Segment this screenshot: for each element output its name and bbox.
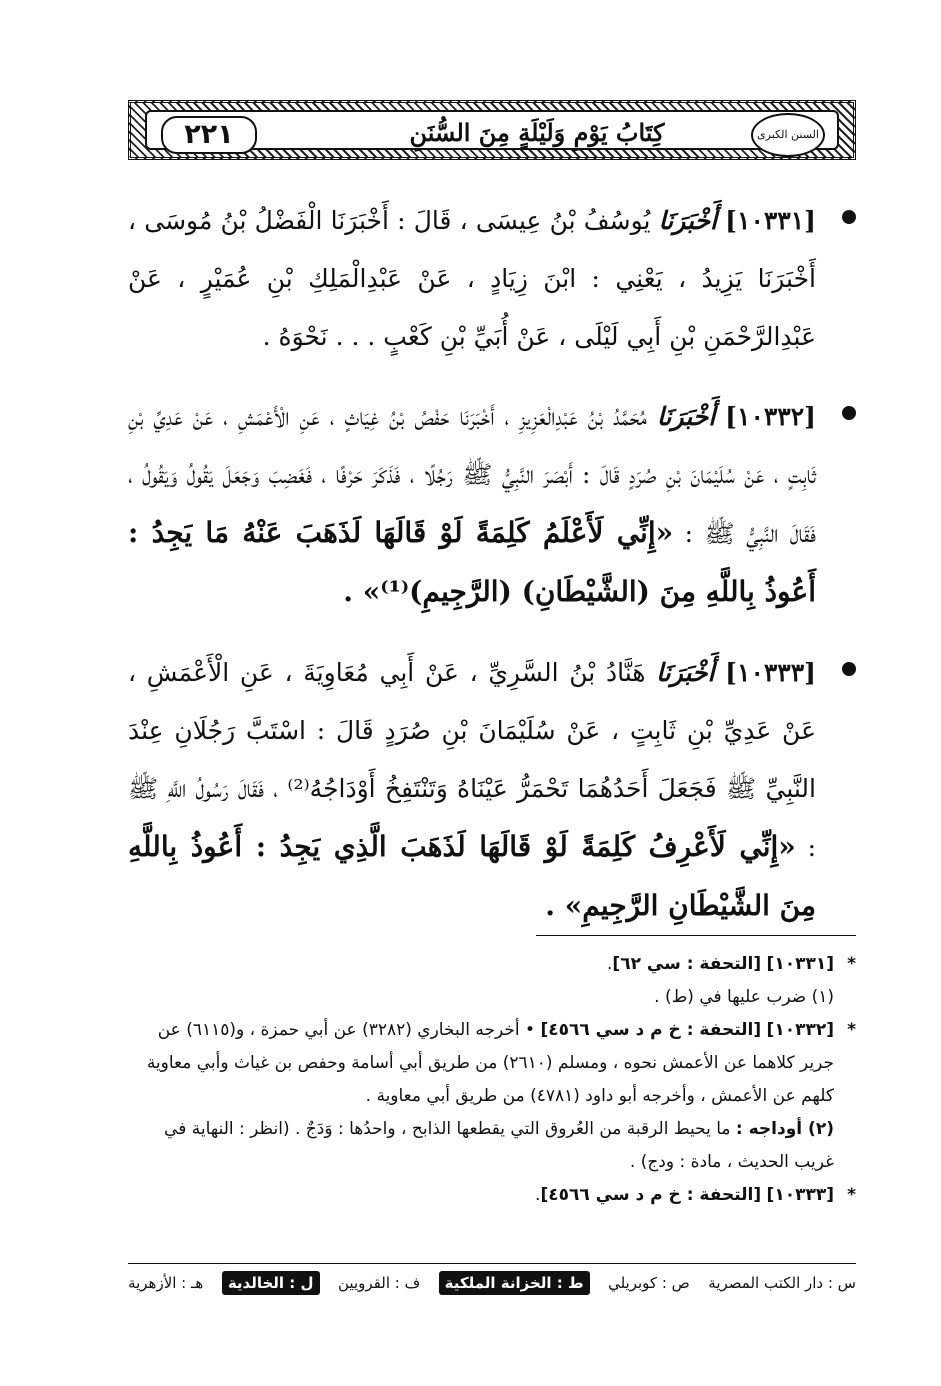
hadith-entry: [128, 644, 856, 936]
hadith-number: [١٠٣٣٣]: [725, 658, 816, 687]
legend-item-boxed: ط : الخزانة الملكية: [439, 1271, 590, 1295]
footnote-text: ما يحيط الرقبة من العُروق التي يقطعها الذابح ، واحدُها : وَدَجٌ . (انظر : النهاية في غريب الحديث ، مادة : ودج) .: [164, 1119, 834, 1172]
hadith-quote: «إِنِّي لَأَعْرِفُ كَلِمَةً لَوْ قَالَهَا لَذَهَبَ الَّذِي يَجِدُ : أَعُوذُ بِاللَّهِ مِنَ الشَّيْطَانِ الرَّجِيمِ» .: [128, 830, 816, 922]
footnote-number: [١٠٣٣١]: [766, 954, 834, 974]
legend-item-boxed: ل : الخالدية: [222, 1271, 320, 1295]
footnotes: [128, 948, 856, 1212]
hadith-akhbarana: أَخْبَرَنَا: [656, 402, 716, 431]
bullet-icon: [842, 662, 856, 676]
footnote-text: .: [535, 1185, 541, 1205]
footnote-text: • أخرجه البخاري (٣٢٨٢) عن أبي حمزة ، و(٦١١٥) عن جرير كلاهما عن الأعمش نحوه ، ومسلم (٢٦١٠) من طريق أبي أسامة وحفص بن غياث وأبي معاوية كلهم عن الأعمش ، وأخرجه أبو داود (٤٧٨١) من طريق أبي معاوية .: [146, 1020, 834, 1106]
footnote: [128, 1014, 856, 1113]
footnote: [128, 1179, 856, 1212]
footnote-number: [١٠٣٣٣]: [766, 1185, 834, 1205]
hadith-entry: [128, 388, 856, 622]
asterisk-icon: *: [847, 954, 856, 974]
footnote-tuhfa: [التحفة : خ م د سي ٤٥٦٦]: [540, 1020, 762, 1040]
book-seal-icon: السنن الكبرى: [751, 113, 825, 157]
footnote-number: [١٠٣٣٢]: [766, 1020, 834, 1040]
footnote-tuhfa: [التحفة : خ م د سي ٤٥٦٦]: [540, 1185, 762, 1205]
bullet-icon: [842, 210, 856, 224]
hadith-entry: [128, 192, 856, 366]
legend-item: س : دار الكتب المصرية: [708, 1274, 856, 1292]
hadith-quote: «إِنِّي لَأَعْلَمُ كَلِمَةً لَوْ قَالَهَا لَذَهَبَ عَنْهُ مَا يَجِدُ : أَعُوذُ بِاللَّهِ مِنَ (الشَّيْطَانِ) (الرَّجِيمِ)⁽¹⁾» .: [128, 516, 816, 608]
asterisk-icon: *: [847, 1185, 856, 1205]
footnote-divider: [536, 935, 856, 936]
header-frame: [145, 110, 839, 150]
hadith-text: هَنَّادُ بْنُ السَّرِيِّ ، عَنْ أَبِي مُعَاوِيَةَ ، عَنِ الْأَعْمَشِ ، عَنْ عَدِيِّ بْنِ ثَابِتٍ ، عَنْ سُلَيْمَانَ بْنِ صُرَدٍ قَالَ : اسْتَبَّ رَجُلَانِ عِنْدَ النَّبِيِّ ﷺ فَجَعَلَ أَحَدُهُمَا تَحْمَرُّ عَيْنَاهُ وَتَنْتَفِخُ أَوْدَاجُهُ⁽²⁾ ، فَقَالَ رَسُولُ اللَّهِ ﷺ :: [128, 658, 817, 862]
hadith-akhbarana: أَخْبَرَنَا: [656, 658, 715, 687]
footnote: [128, 981, 856, 1014]
hadith-text: مُحَمَّدُ بْنُ عَبْدِالْعَزِيزِ ، أَخْبَرَنَا حَفْصُ بْنُ غِيَاثٍ ، عَنِ الْأَعْمَشِ ، عَنْ عَدِيِّ بْنِ ثَابِتٍ ، عَنْ سُلَيْمَانَ بْنِ صُرَدٍ قَالَ : أَبْصَرَ النَّبِيُّ ﷺ رَجُلًا ، فَذَكَرَ حَرْفًا ، فَغَضِبَ وَجَعَلَ يَقُولُ وَيَقُولُ ، فَقَالَ النَّبِيُّ ﷺ :: [128, 402, 816, 548]
main-text: [128, 192, 856, 958]
hadith-text: يُوسُفُ بْنُ عِيسَى ، قَالَ : أَخْبَرَنَا الْفَضْلُ بْنُ مُوسَى ، أَخْبَرَنَا يَزِيدُ ، يَعْنِي : ابْنَ زِيَادٍ ، عَنْ عَبْدِالْمَلِكِ بْنِ عُمَيْرٍ ، عَنْ عَبْدِالرَّحْمَنِ بْنِ أَبِي لَيْلَى ، عَنْ أُبَيِّ بْنِ كَعْبٍ . . . نَحْوَهُ .: [128, 206, 816, 351]
manuscript-legend: [128, 1268, 856, 1298]
page-header: [128, 100, 856, 160]
hadith-akhbarana: أَخْبَرَنَا: [658, 206, 717, 235]
footnote-gloss-word: (٢) أوداجه :: [735, 1119, 834, 1139]
page-number: ٢٢١: [161, 116, 257, 154]
legend-item: ف : القرويين: [338, 1274, 421, 1292]
footnote-text: (١) ضرب عليها في (ط) .: [654, 987, 834, 1007]
book-title: كِتَابُ يَوْمِ وَلَيْلَةٍ مِنَ السُّنَنِ: [409, 118, 665, 147]
footnote-tuhfa: [التحفة : سي ٦٢]: [612, 954, 762, 974]
bullet-icon: [842, 406, 856, 420]
asterisk-icon: *: [847, 1020, 856, 1040]
footnote: [128, 1113, 856, 1179]
hadith-number: [١٠٣٣٢]: [725, 402, 816, 431]
hadith-number: [١٠٣٣١]: [725, 206, 816, 235]
footer-rule: [128, 1263, 856, 1264]
footnote-text: .: [607, 954, 613, 974]
legend-item: هـ : الأزهرية: [128, 1274, 204, 1292]
legend-item: ص : كوبريلي: [608, 1274, 690, 1292]
footnote: [128, 948, 856, 981]
